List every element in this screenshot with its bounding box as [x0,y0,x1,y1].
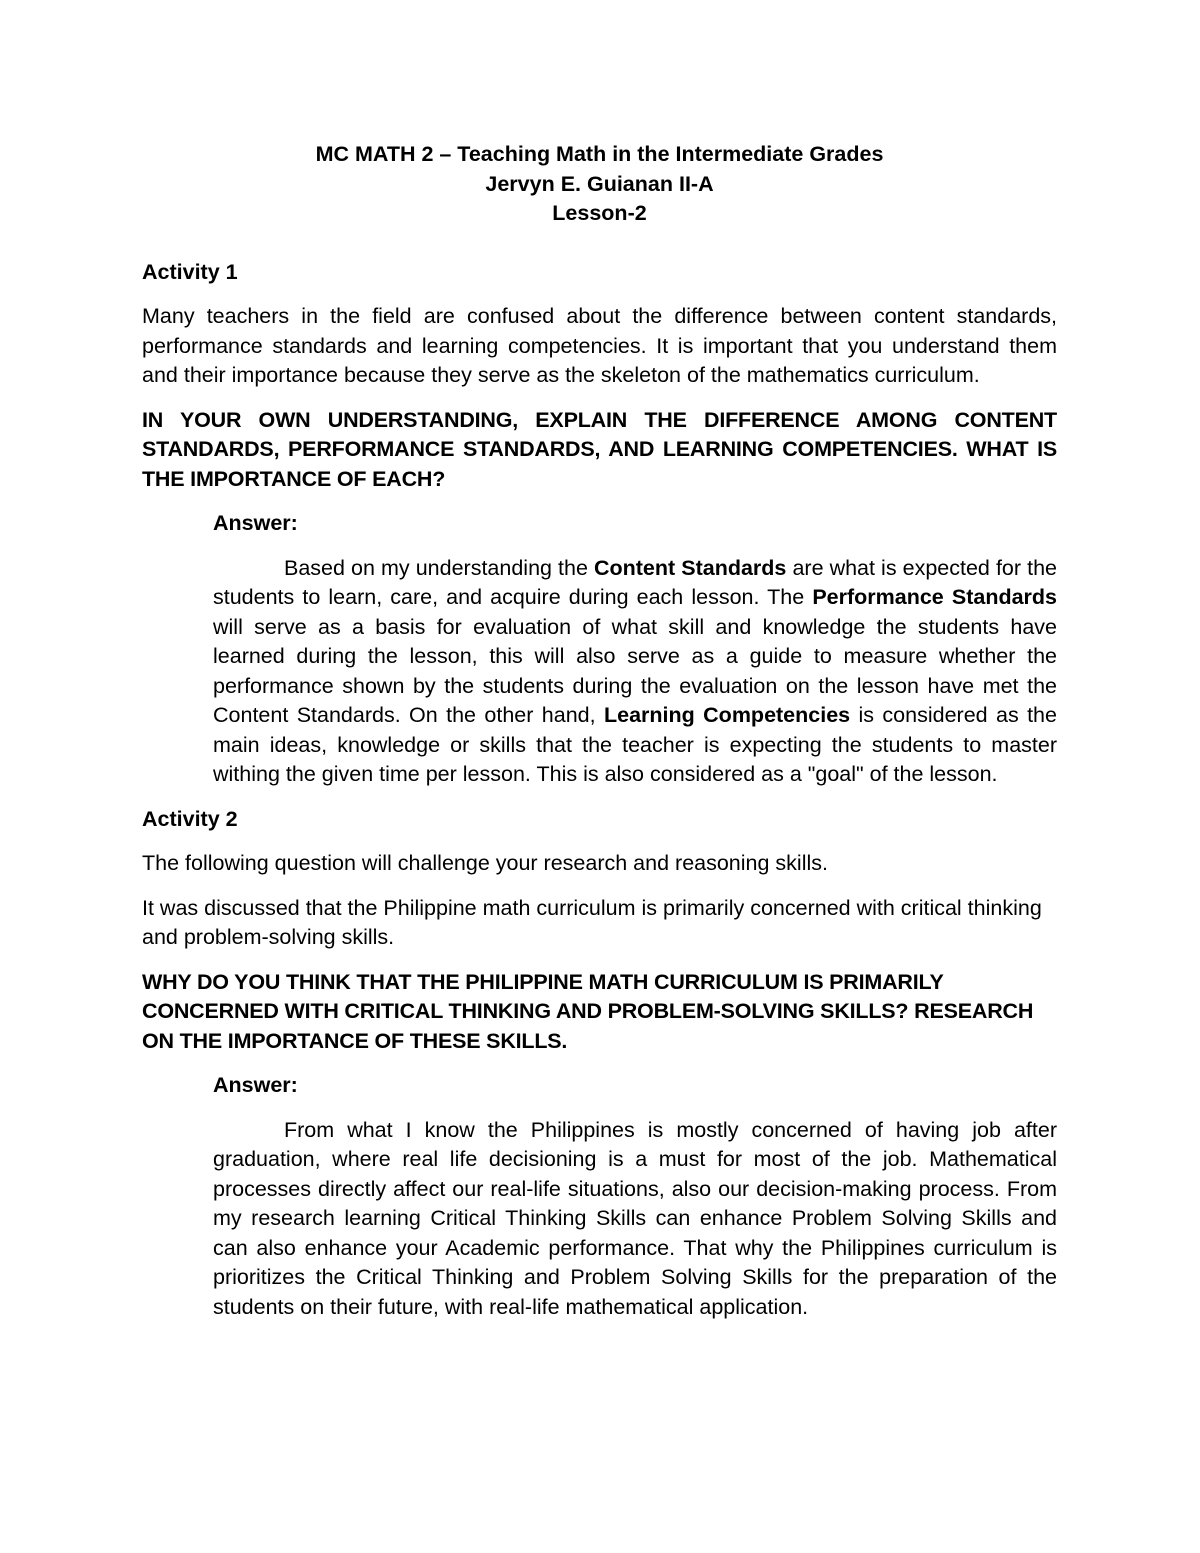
activity-2-answer: From what I know the Philippines is mostly concerned of having job after graduation, where real life decisioning is a must for most of the job. Mathematical processes directly affect our real-life situations, also our decision-making process. From my research learning Critical Thinking Skills can enhance Problem Solving Skills and can also enhance your Academic performance. That why the Philippines curriculum is prioritizes the Critical Thinking and Problem Solving Skills for the preparation of the students on their future, with real-life mathematical application. [213,1117,1057,1319]
activity-2-heading: Activity 2 [142,806,238,831]
activity-2-question: WHY DO YOU THINK THAT THE PHILIPPINE MATH CURRICULUM IS PRIMARILY CONCERNED WITH CRITICAL THINKING AND PROBLEM-SOLVING SKILLS? RESEARCH ON THE IMPORTANCE OF THESE SKILLS. [142,969,1034,1053]
answer-text-part: Based on my understanding the [284,555,594,580]
activity-1-answer [213,554,1057,790]
term-performance-standards: Performance Standards [812,585,1057,609]
student-name: Jervyn E. Guianan II-A [485,171,714,196]
term-content-standards: Content Standards [593,555,787,580]
answer-label: Answer: [213,1073,298,1097]
activity-1-question: IN YOUR OWN UNDERSTANDING, EXPLAIN THE DIFFERENCE AMONG CONTENT STANDARDS, PERFORMANCE STANDARDS, AND LEARNING COMPETENCIES. WHAT IS THE IMPORTANCE OF EACH? [142,407,1057,491]
activity-1-heading: Activity 1 [142,259,238,284]
activity-2-intro-1: The following question will challenge your research and reasoning skills. [142,851,828,875]
answer-text-part: will serve as a basis for evaluation of what skill and knowledge the students have learned during the lesson, this will also serve as a guide to measure whether the performance shown by the students during the evaluation on the lesson have met the Content Standards. On the other hand, [213,614,1057,727]
document-page [142,140,1057,1322]
activity-1-answer-block [213,509,1057,790]
document-header [142,140,1057,229]
activity-1-intro: Many teachers in the field are confused about the difference between content standards, performance standards and learning competencies. It is important that you understand them and their importance because they serve as the skeleton of the mathematics curriculum. [142,304,1057,387]
term-learning-competencies: Learning Competencies [603,703,851,727]
activity-2-intro-2: It was discussed that the Philippine math curriculum is primarily concerned with critical thinking and problem-solving skills. [142,895,1042,949]
answer-label: Answer: [213,511,298,535]
activity-2-answer-block [213,1071,1057,1322]
answer-text-part: are what is expected for the students to learn, care, and acquire during each lesson. The [213,555,1057,609]
answer-text-part: is considered as the main ideas, knowledge or skills that the teacher is expecting the students to master withing the given time per lesson. This is also considered as a "goal" of the lesson. [213,703,1057,786]
lesson-label: Lesson-2 [552,201,647,225]
course-title: MC MATH 2 – Teaching Math in the Intermediate Grades [315,142,884,166]
